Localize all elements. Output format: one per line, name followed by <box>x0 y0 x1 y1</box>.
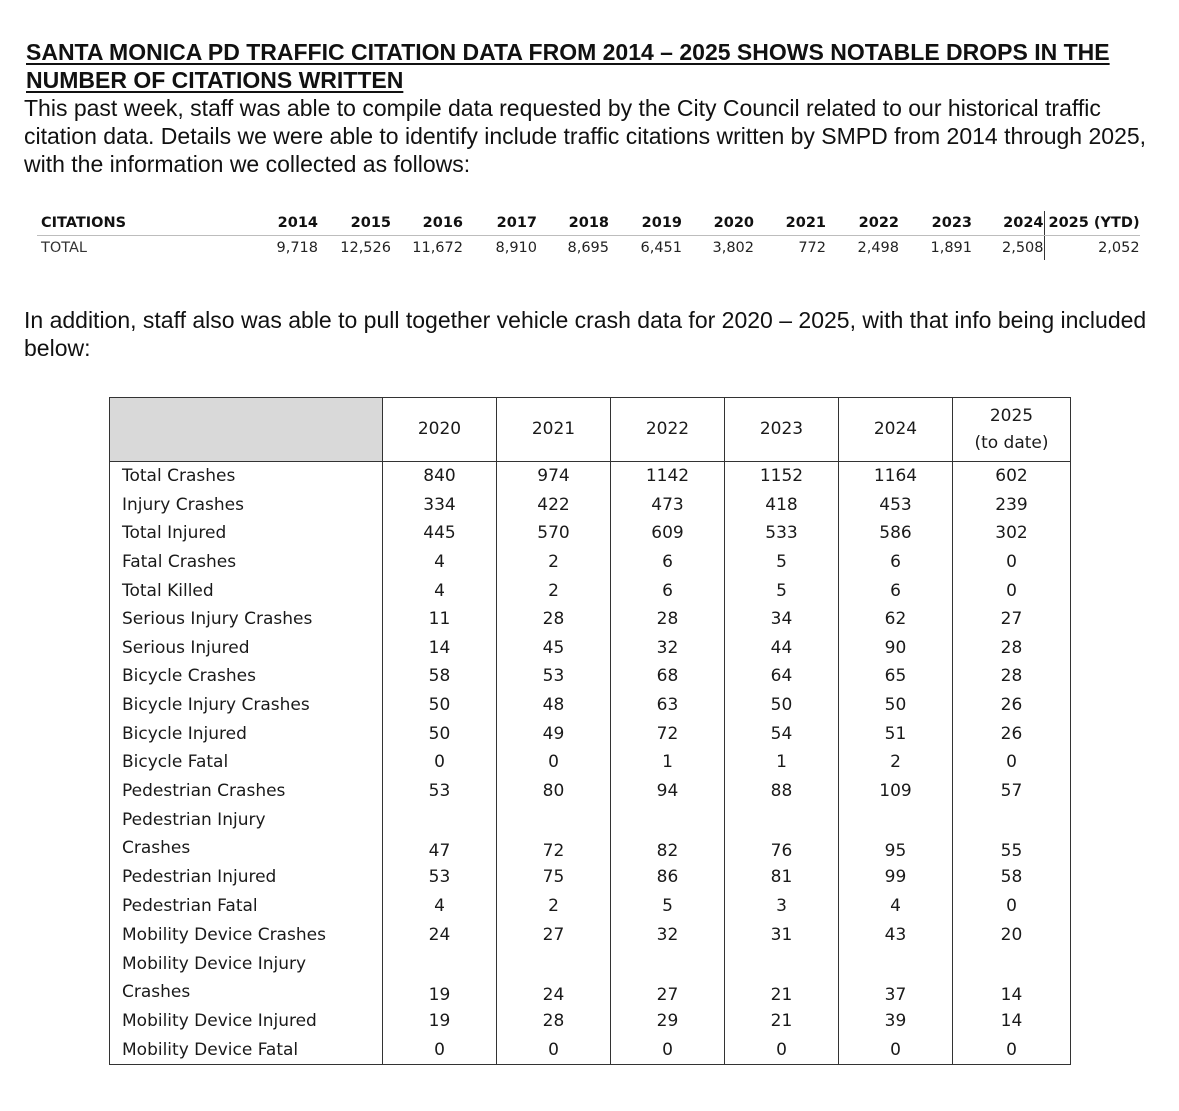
citations-total: 2,508 <box>1001 240 1044 256</box>
table-row <box>110 462 1071 491</box>
crash-year-header: 2021 <box>497 398 611 462</box>
value-cell: 0 <box>497 748 611 777</box>
value-cell: 76 <box>725 805 839 863</box>
table-row <box>110 805 1071 863</box>
value-cell: 62 <box>839 605 953 634</box>
value-cell: 75 <box>497 863 611 892</box>
row-label <box>110 491 383 520</box>
value-cell: 0 <box>839 1036 953 1065</box>
crash-year-header: 2023 <box>725 398 839 462</box>
row-label-line: Mobility Device Injury <box>122 953 307 974</box>
value-cell: 302 <box>953 519 1071 548</box>
value-cell: 45 <box>497 634 611 663</box>
value-cell: 21 <box>725 949 839 1007</box>
citations-year: 2021 <box>754 211 826 236</box>
value-cell: 39 <box>839 1007 953 1036</box>
value-cell: 570 <box>497 519 611 548</box>
citations-total: 1,891 <box>930 240 972 256</box>
crash-table-body <box>110 462 1071 1065</box>
value-cell: 4 <box>383 548 497 577</box>
value-cell: 586 <box>839 519 953 548</box>
value-cell: 88 <box>725 777 839 806</box>
value-cell: 4 <box>383 576 497 605</box>
value-cell: 32 <box>611 634 725 663</box>
value-cell: 54 <box>725 719 839 748</box>
value-cell: 44 <box>725 634 839 663</box>
value-cell: 0 <box>953 1036 1071 1065</box>
value-cell: 24 <box>383 920 497 949</box>
value-cell: 1 <box>725 748 839 777</box>
row-label-line: Mobility Device Injured <box>122 1011 317 1032</box>
table-row <box>110 634 1071 663</box>
value-cell: 19 <box>383 1007 497 1036</box>
crash-year-header: 2024 <box>839 398 953 462</box>
value-cell: 65 <box>839 662 953 691</box>
citations-total: 8,695 <box>567 240 609 256</box>
citations-total: 772 <box>798 240 826 256</box>
row-label-line: Total Killed <box>122 580 214 601</box>
value-cell: 2 <box>497 548 611 577</box>
value-cell: 0 <box>497 1036 611 1065</box>
value-cell: 29 <box>611 1007 725 1036</box>
citations-total: 12,526 <box>340 240 391 256</box>
citations-year: 2015 <box>318 211 391 236</box>
value-cell: 43 <box>839 920 953 949</box>
table-row <box>110 920 1071 949</box>
value-cell: 2 <box>497 892 611 921</box>
value-cell: 1152 <box>725 462 839 491</box>
row-label-line: Bicycle Injured <box>122 723 247 744</box>
row-label-line: Mobility Device Fatal <box>122 1039 299 1060</box>
value-cell: 47 <box>383 805 497 863</box>
crash-last-year-note: (to date) <box>974 432 1049 453</box>
value-cell: 473 <box>611 491 725 520</box>
value-cell: 1142 <box>611 462 725 491</box>
value-cell: 602 <box>953 462 1071 491</box>
value-cell: 80 <box>497 777 611 806</box>
value-cell: 27 <box>497 920 611 949</box>
table-row <box>110 519 1071 548</box>
table-row <box>110 691 1071 720</box>
value-cell: 49 <box>497 719 611 748</box>
citations-header-row <box>37 211 1140 236</box>
value-cell: 58 <box>953 863 1071 892</box>
row-label-line: Pedestrian Injured <box>122 867 277 888</box>
value-cell: 334 <box>383 491 497 520</box>
crash-year-header: 2022 <box>611 398 725 462</box>
row-label-line: Bicycle Injury Crashes <box>122 695 310 716</box>
value-cell: 50 <box>383 691 497 720</box>
row-label <box>110 605 383 634</box>
value-cell: 72 <box>497 805 611 863</box>
citations-total: 3,802 <box>712 240 754 256</box>
value-cell: 53 <box>383 777 497 806</box>
row-label <box>110 863 383 892</box>
crash-year-header: 2020 <box>383 398 497 462</box>
table-row <box>110 863 1071 892</box>
table-row <box>110 576 1071 605</box>
value-cell: 453 <box>839 491 953 520</box>
table-row <box>110 491 1071 520</box>
citations-total: 8,910 <box>495 240 537 256</box>
value-cell: 0 <box>383 748 497 777</box>
value-cell: 58 <box>383 662 497 691</box>
value-cell: 3 <box>725 892 839 921</box>
value-cell: 1164 <box>839 462 953 491</box>
row-label-line: Pedestrian Fatal <box>122 896 258 917</box>
table-row <box>110 949 1071 1007</box>
row-label <box>110 719 383 748</box>
value-cell: 14 <box>953 949 1071 1007</box>
intro-paragraph: This past week, staff was able to compile data requested by the City Council related to our historical traffic citation data. Details we were able to identify include traffic citations written by SMPD from 2014 through 2025, with the information we collected as follows: <box>24 95 1147 177</box>
value-cell: 5 <box>725 548 839 577</box>
value-cell: 533 <box>725 519 839 548</box>
value-cell: 0 <box>953 748 1071 777</box>
table-row <box>110 1007 1071 1036</box>
value-cell: 50 <box>839 691 953 720</box>
row-label <box>110 748 383 777</box>
citations-year: 2016 <box>391 211 463 236</box>
value-cell: 57 <box>953 777 1071 806</box>
value-cell: 28 <box>953 634 1071 663</box>
citations-year: 2024 <box>972 211 1044 236</box>
value-cell: 28 <box>497 1007 611 1036</box>
citations-year: 2019 <box>609 211 682 236</box>
value-cell: 28 <box>611 605 725 634</box>
value-cell: 6 <box>611 576 725 605</box>
value-cell: 109 <box>839 777 953 806</box>
value-cell: 72 <box>611 719 725 748</box>
row-label-line: Bicycle Crashes <box>122 666 256 687</box>
citations-total-row <box>37 236 1140 261</box>
row-label <box>110 662 383 691</box>
value-cell: 14 <box>953 1007 1071 1036</box>
value-cell: 24 <box>497 949 611 1007</box>
row-label <box>110 576 383 605</box>
value-cell: 26 <box>953 719 1071 748</box>
row-label-line: Pedestrian Crashes <box>122 780 286 801</box>
row-label <box>110 1036 383 1065</box>
value-cell: 6 <box>611 548 725 577</box>
citations-total: 2,052 <box>1044 236 1140 261</box>
citations-table <box>37 211 1140 260</box>
value-cell: 0 <box>725 1036 839 1065</box>
table-row <box>110 1036 1071 1065</box>
value-cell: 55 <box>953 805 1071 863</box>
table-row <box>110 662 1071 691</box>
value-cell: 26 <box>953 691 1071 720</box>
citations-row-label: TOTAL <box>41 240 87 256</box>
citations-year: 2020 <box>682 211 754 236</box>
row-label-line: Total Injured <box>122 523 227 544</box>
citations-year: 2025 (YTD) <box>1044 211 1140 236</box>
value-cell: 31 <box>725 920 839 949</box>
document-heading: SANTA MONICA PD TRAFFIC CITATION DATA FROM 2014 – 2025 SHOWS NOTABLE DROPS IN THE NUMBER OF CITATIONS WRITTEN <box>26 39 1110 93</box>
value-cell: 32 <box>611 920 725 949</box>
value-cell: 82 <box>611 805 725 863</box>
row-label-line: Bicycle Fatal <box>122 752 229 773</box>
value-cell: 20 <box>953 920 1071 949</box>
row-label-line: Serious Injury Crashes <box>122 609 313 630</box>
value-cell: 14 <box>383 634 497 663</box>
value-cell: 0 <box>383 1036 497 1065</box>
value-cell: 21 <box>725 1007 839 1036</box>
citations-total: 6,451 <box>640 240 682 256</box>
value-cell: 95 <box>839 805 953 863</box>
row-label-line: Serious Injured <box>122 637 250 658</box>
value-cell: 27 <box>953 605 1071 634</box>
citations-total: 11,672 <box>412 240 463 256</box>
table-row <box>110 548 1071 577</box>
row-label-line: Pedestrian Injury <box>122 810 266 831</box>
citations-year: 2017 <box>463 211 537 236</box>
row-label-line: Injury Crashes <box>122 494 244 515</box>
value-cell: 422 <box>497 491 611 520</box>
row-label <box>110 1007 383 1036</box>
value-cell: 94 <box>611 777 725 806</box>
row-label <box>110 691 383 720</box>
value-cell: 63 <box>611 691 725 720</box>
value-cell: 0 <box>953 548 1071 577</box>
value-cell: 840 <box>383 462 497 491</box>
row-label-line: Fatal Crashes <box>122 552 237 573</box>
value-cell: 974 <box>497 462 611 491</box>
header-corner-cell <box>110 398 383 462</box>
row-label-line: Total Crashes <box>122 466 236 487</box>
citations-total: 2,498 <box>857 240 899 256</box>
value-cell: 5 <box>725 576 839 605</box>
value-cell: 0 <box>953 892 1071 921</box>
citations-year: 2018 <box>537 211 609 236</box>
table-row <box>110 748 1071 777</box>
value-cell: 81 <box>725 863 839 892</box>
crash-year-header-ytd <box>953 398 1071 462</box>
value-cell: 418 <box>725 491 839 520</box>
value-cell: 53 <box>383 863 497 892</box>
value-cell: 90 <box>839 634 953 663</box>
row-label <box>110 805 383 863</box>
crash-header-row <box>110 398 1071 462</box>
row-label <box>110 920 383 949</box>
value-cell: 1 <box>611 748 725 777</box>
value-cell: 5 <box>611 892 725 921</box>
value-cell: 37 <box>839 949 953 1007</box>
value-cell: 99 <box>839 863 953 892</box>
crash-last-year: 2025 <box>989 405 1034 426</box>
table-row <box>110 719 1071 748</box>
citations-header-label: CITATIONS <box>37 211 249 236</box>
value-cell: 0 <box>953 576 1071 605</box>
value-cell: 28 <box>497 605 611 634</box>
value-cell: 50 <box>725 691 839 720</box>
citations-total: 9,718 <box>276 240 318 256</box>
value-cell: 609 <box>611 519 725 548</box>
citations-year: 2014 <box>249 211 318 236</box>
value-cell: 4 <box>383 892 497 921</box>
row-label <box>110 462 383 491</box>
crash-intro-paragraph: In addition, staff also was able to pull together vehicle crash data for 2020 – 2025, with that info being included below: <box>24 307 1147 361</box>
value-cell: 51 <box>839 719 953 748</box>
value-cell: 48 <box>497 691 611 720</box>
value-cell: 445 <box>383 519 497 548</box>
value-cell: 68 <box>611 662 725 691</box>
value-cell: 6 <box>839 548 953 577</box>
value-cell: 50 <box>383 719 497 748</box>
value-cell: 11 <box>383 605 497 634</box>
table-row <box>110 605 1071 634</box>
value-cell: 2 <box>839 748 953 777</box>
row-label-line: Crashes <box>122 838 191 859</box>
table-row <box>110 777 1071 806</box>
value-cell: 239 <box>953 491 1071 520</box>
value-cell: 4 <box>839 892 953 921</box>
crash-table <box>109 397 1071 1065</box>
value-cell: 27 <box>611 949 725 1007</box>
row-label-line: Crashes <box>122 981 191 1002</box>
row-label <box>110 548 383 577</box>
value-cell: 6 <box>839 576 953 605</box>
row-label <box>110 949 383 1007</box>
row-label <box>110 892 383 921</box>
row-label <box>110 777 383 806</box>
citations-year: 2023 <box>899 211 972 236</box>
value-cell: 53 <box>497 662 611 691</box>
row-label <box>110 519 383 548</box>
value-cell: 28 <box>953 662 1071 691</box>
value-cell: 86 <box>611 863 725 892</box>
row-label-line: Mobility Device Crashes <box>122 924 326 945</box>
value-cell: 19 <box>383 949 497 1007</box>
row-label <box>110 634 383 663</box>
citations-year: 2022 <box>826 211 899 236</box>
value-cell: 2 <box>497 576 611 605</box>
value-cell: 0 <box>611 1036 725 1065</box>
value-cell: 34 <box>725 605 839 634</box>
table-row <box>110 892 1071 921</box>
value-cell: 64 <box>725 662 839 691</box>
